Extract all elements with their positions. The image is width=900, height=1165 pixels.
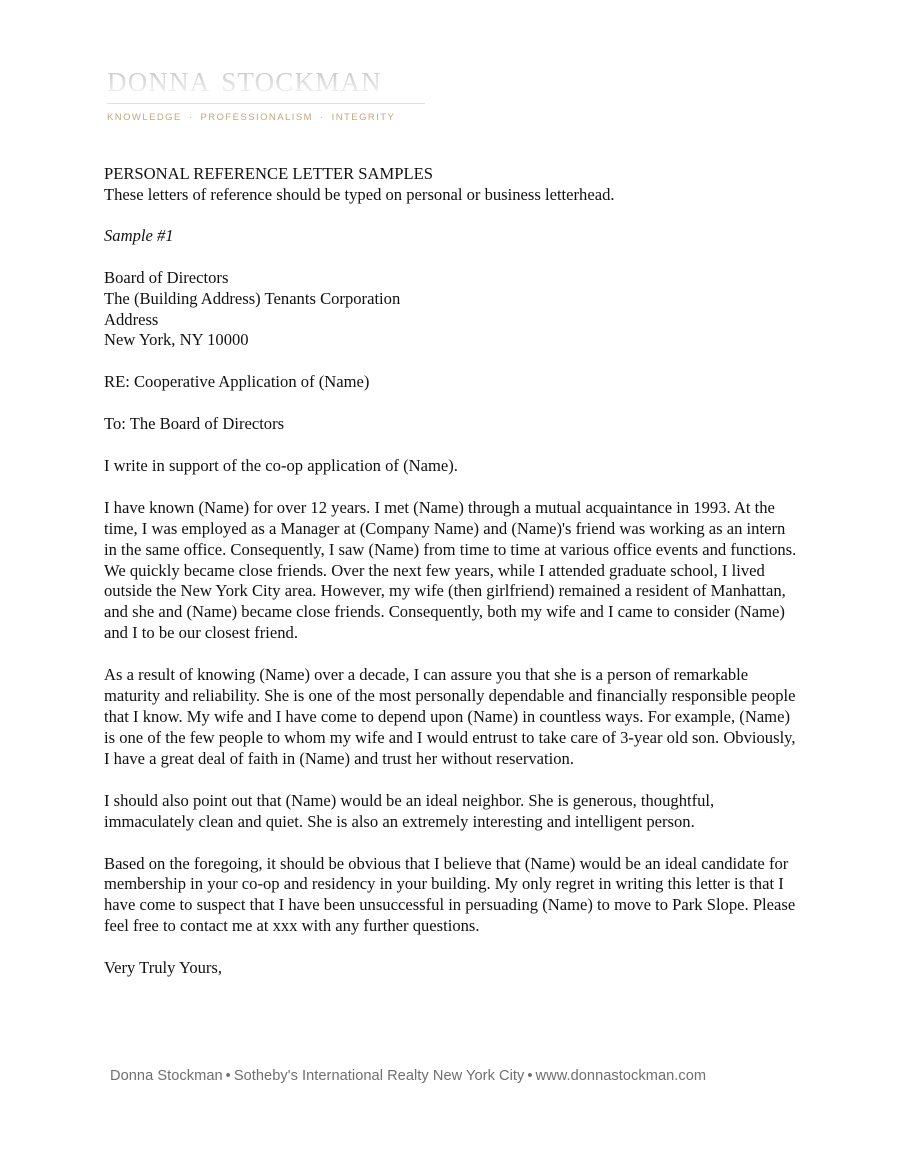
document-subtitle: These letters of reference should be typed on personal or business letterhead.	[104, 185, 615, 204]
page-footer	[110, 1068, 810, 1084]
spacer	[104, 770, 801, 791]
tagline-professionalism: PROFESSIONALISM	[200, 112, 313, 123]
opening-line: I write in support of the co-op application of (Name).	[104, 455, 458, 475]
salutation: To: The Board of Directors	[104, 414, 285, 433]
paragraph-3: I should also point out that (Name) would be an ideal neighbor. She is generous, thoughtful, immaculately clean and quiet. She is also an extremely interesting and intelligent person.	[104, 790, 715, 831]
spacer	[104, 393, 801, 414]
letterhead	[107, 58, 437, 123]
footer-website: www.donnastockman.com	[535, 1068, 707, 1084]
spacer	[104, 435, 801, 456]
re-line: RE: Cooperative Application of (Name)	[104, 372, 370, 392]
paragraph-4: Based on the foregoing, it should be obvious that I believe that (Name) would be an ideal candidate for membership in your co-op and residency in your building. My only regret in writing this letter is that I have come to suspect that I have been unsuccessful in persuading (Name) to move to Park Slope. Please feel free to contact me at xxx with any further questions.	[104, 853, 796, 936]
tagline-separator-1: ·	[188, 112, 194, 123]
spacer	[104, 477, 801, 498]
sample-label: Sample #1	[104, 226, 174, 245]
brand-wordmark: donna stockman	[107, 58, 437, 102]
spacer	[104, 833, 801, 854]
spacer	[104, 937, 801, 958]
closing-line: Very Truly Yours,	[104, 958, 223, 978]
tagline-integrity: INTEGRITY	[331, 112, 396, 123]
recipient-line-2: The (Building Address) Tenants Corporation	[104, 288, 401, 308]
footer-company: Sotheby's International Realty New York City	[233, 1068, 525, 1084]
brand-tagline	[107, 112, 437, 123]
letterhead-divider	[107, 103, 425, 104]
tagline-knowledge: KNOWLEDGE	[107, 112, 182, 123]
footer-name: Donna Stockman	[110, 1068, 223, 1084]
footer-separator-2: •	[527, 1068, 533, 1084]
recipient-line-1: Board of Directors	[104, 267, 229, 287]
document-title: PERSONAL REFERENCE LETTER SAMPLES	[104, 164, 433, 183]
recipient-line-3: Address	[104, 309, 159, 329]
spacer	[104, 247, 801, 268]
paragraph-1: I have known (Name) for over 12 years. I met (Name) through a mutual acquaintance in 1993. At the time, I was employed as a Manager at (Company Name) and (Name)'s friend was working as an intern in the same office. Consequently, I saw (Name) from time to time at various office events and functions. We quickly became close friends. Over the next few years, while I attended graduate school, I lived outside the New York City area. However, my wife (then girlfriend) remained a resident of Manhattan, and she and (Name) became close friends. Consequently, both my wife and I came to consider (Name) and I to be our closest friend.	[104, 497, 797, 643]
recipient-line-4: New York, NY 10000	[104, 330, 249, 350]
footer-separator-1: •	[225, 1068, 231, 1084]
tagline-separator-2: ·	[320, 112, 325, 123]
spacer	[104, 644, 801, 665]
paragraph-2: As a result of knowing (Name) over a decade, I can assure you that she is a person of remarkable maturity and reliability. She is one of the most personally dependable and financially responsible people that I know. My wife and I have come to depend upon (Name) in countless ways. For example, (Name) is one of the few people to whom my wife and I would entrust to take care of 3-year old son. Obviously, I have a great deal of faith in (Name) and trust her without reservation.	[104, 665, 796, 768]
spacer	[104, 205, 801, 226]
spacer	[104, 351, 801, 372]
letter-body	[104, 163, 801, 979]
